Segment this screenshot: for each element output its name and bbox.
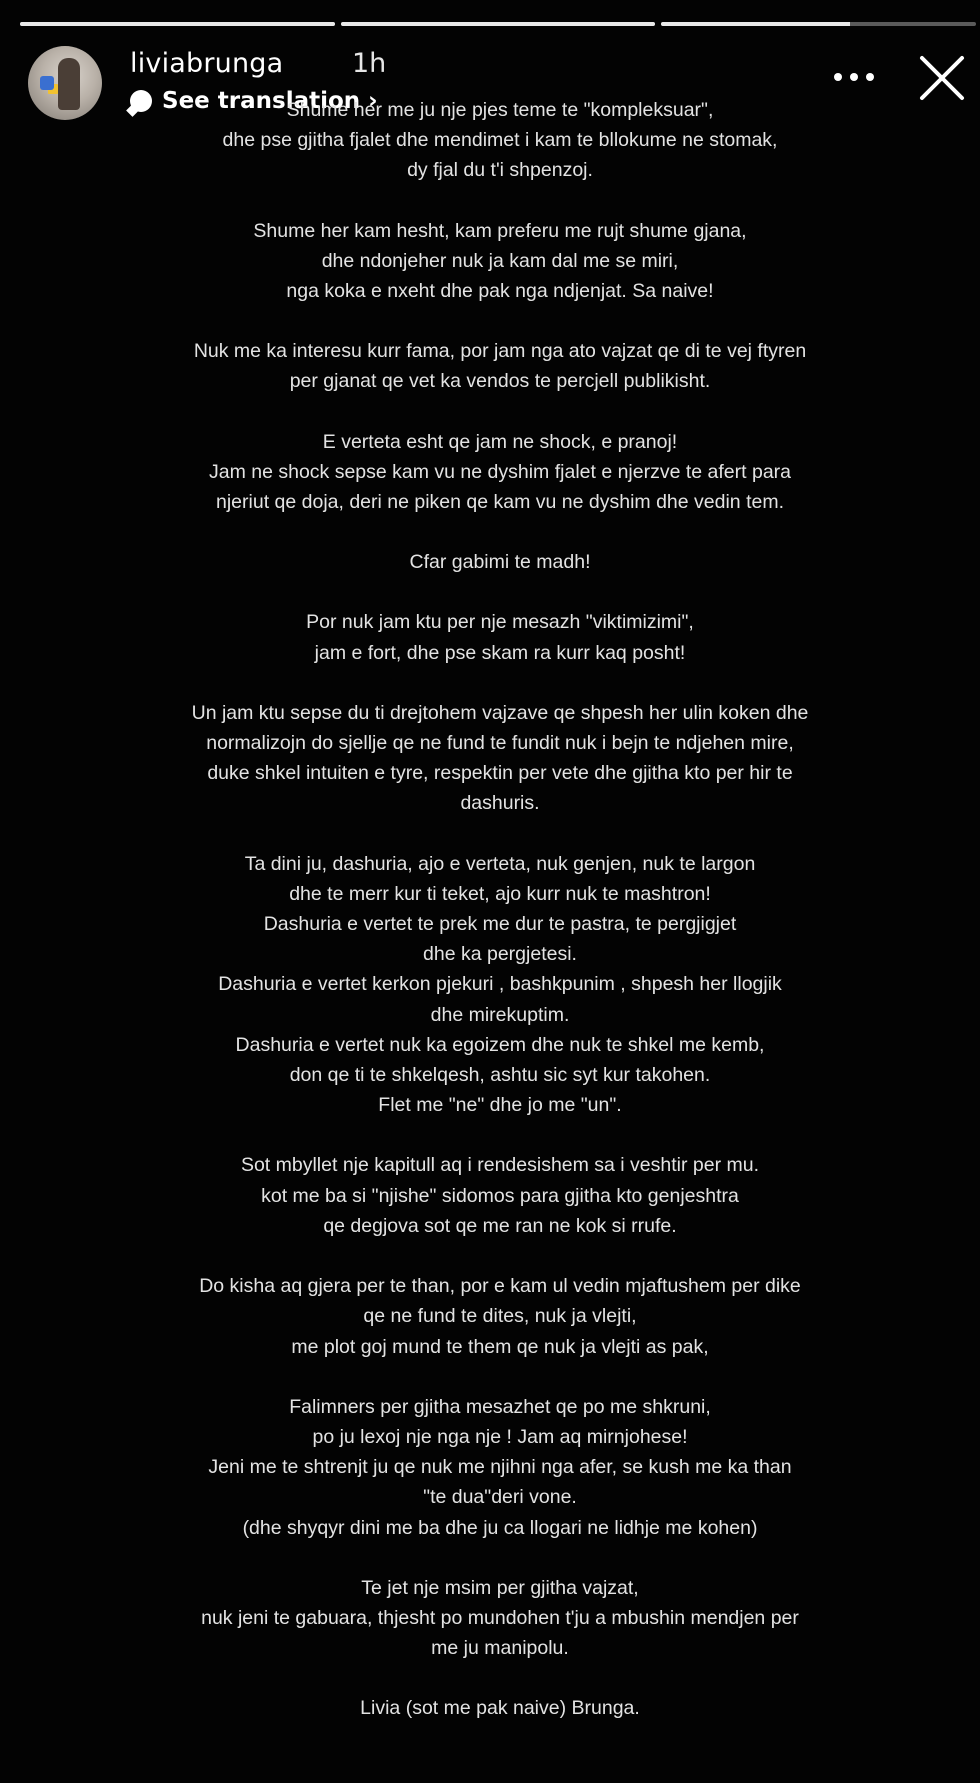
story-line: Dashuria e vertet nuk ka egoizem dhe nuk te shkel me kemb,: [235, 1033, 765, 1056]
story-line: Un jam ktu sepse du ti drejtohem vajzave qe shpesh her ulin koken dhe: [191, 701, 809, 724]
story-line: me ju manipolu.: [431, 1637, 569, 1660]
dot: [850, 73, 858, 81]
story-line: dy fjal du t'i shpenzoj.: [407, 159, 593, 182]
dot: [834, 73, 842, 81]
story-paragraph: [60, 95, 940, 186]
story-line: Dashuria e vertet kerkon pjekuri , bashkpunim , shpesh her llogjik: [218, 973, 782, 996]
story-line: don qe ti te shkelqesh, ashtu sic syt kur takohen.: [289, 1064, 711, 1087]
post-time: 1h: [352, 48, 387, 79]
story-line: me plot goj mund te them qe nuk ja vlejti as pak,: [291, 1335, 709, 1358]
story-paragraph: [60, 1573, 940, 1664]
story-line: qe degjova sot qe me ran ne kok si rrufe.: [323, 1214, 677, 1237]
story-line: "te dua"deri vone.: [423, 1486, 577, 1509]
story-line: Shume her me ju nje pjes teme te "kompleksuar",: [286, 99, 714, 121]
story-paragraph: [60, 547, 940, 577]
story-line: kot me ba si "njishe" sidomos para gjitha kto genjeshtra: [261, 1184, 739, 1207]
story-line: Flet me "ne" dhe jo me "un".: [378, 1094, 622, 1117]
progress-fill: [341, 22, 656, 26]
story-line: nga koka e nxeht dhe pak nga ndjenjat. Sa naive!: [286, 280, 714, 303]
progress-segment: [20, 22, 335, 26]
story-line: dashuris.: [460, 792, 540, 815]
dot: [866, 73, 874, 81]
story-paragraph: [60, 427, 940, 518]
story-line: qe ne fund te dites, nuk ja vlejti,: [363, 1305, 637, 1328]
story-paragraph: [60, 1693, 940, 1723]
story-line: Shume her kam hesht, kam preferu me rujt shume gjana,: [253, 219, 747, 242]
story-line: (dhe shyqyr dini me ba dhe ju ca llogari ne lidhje me kohen): [242, 1516, 758, 1539]
username[interactable]: liviabrunga: [130, 48, 284, 79]
story-line: nuk jeni te gabuara, thjesht po mundohen t'ju a mbushin mendjen per: [201, 1606, 799, 1629]
progress-fill: [20, 22, 335, 26]
story-line: Te jet nje msim per gjitha vajzat,: [361, 1576, 639, 1599]
more-options-icon[interactable]: [834, 72, 874, 82]
story-line: Ta dini ju, dashuria, ajo e verteta, nuk genjen, nuk te largon: [244, 852, 756, 875]
story-paragraph: [60, 336, 940, 396]
story-line: Cfar gabimi te madh!: [409, 551, 591, 574]
story-line: duke shkel intuiten e tyre, respektin per vete dhe gjitha kto per hir te: [207, 762, 793, 785]
story-paragraph: [60, 849, 940, 1121]
story-line: po ju lexoj nje nga nje ! Jam aq mirnjohese!: [312, 1425, 688, 1448]
see-translation-label: See translation ›: [162, 88, 378, 114]
story-line: Livia (sot me pak naive) Brunga.: [360, 1697, 640, 1720]
story-line: Dashuria e vertet te prek me dur te pastra, te pergjigjet: [263, 913, 737, 936]
story-line: dhe ka pergjetesi.: [423, 943, 577, 966]
story-progress-bar: [20, 22, 976, 27]
story-line: dhe mirekuptim.: [430, 1003, 570, 1026]
story-paragraph: [60, 1271, 940, 1362]
story-line: jam e fort, dhe pse skam ra kurr kaq posht!: [314, 641, 686, 664]
progress-segment: [661, 22, 976, 26]
story-line: Por nuk jam ktu per nje mesazh "viktimizimi",: [306, 611, 694, 634]
story-line: normalizojn do sjellje qe ne fund te fundit nuk i bejn te ndjehen mire,: [206, 732, 794, 755]
progress-segment: [341, 22, 656, 26]
avatar-flag: [40, 76, 54, 90]
story-paragraph: [60, 698, 940, 819]
story-line: dhe pse gjitha fjalet dhe mendimet i kam te bllokume ne stomak,: [222, 129, 778, 152]
story-line: dhe te merr kur ti teket, ajo kurr nuk te mashtron!: [289, 882, 711, 905]
progress-fill: [661, 22, 850, 26]
story-text-content: [60, 95, 940, 1754]
story-line: Do kisha aq gjera per te than, por e kam ul vedin mjaftushem per dike: [199, 1275, 801, 1298]
story-line: per gjanat qe vet ka vendos te percjell publikisht.: [289, 370, 711, 393]
story-line: Jam ne shock sepse kam vu ne dyshim fjalet e njerzve te afert para: [208, 460, 792, 483]
story-line: dhe ndonjeher nuk ja kam dal me se miri,: [321, 249, 679, 272]
story-line: Sot mbyllet nje kapitull aq i rendesishem sa i veshtir per mu.: [240, 1154, 760, 1177]
story-line: Jeni me te shtrenjt ju qe nuk me njihni nga afer, se kush me ka than: [208, 1456, 792, 1479]
story-line: Falimners per gjitha mesazhet qe po me shkruni,: [289, 1395, 711, 1418]
story-paragraph: [60, 607, 940, 667]
story-line: njeriut qe doja, deri ne piken qe kam vu ne dyshim dhe vedin tem.: [216, 491, 784, 514]
story-paragraph: [60, 216, 940, 307]
story-paragraph: [60, 1150, 940, 1241]
story-line: E verteta esht qe jam ne shock, e pranoj!: [322, 430, 678, 453]
story-paragraph: [60, 1392, 940, 1543]
story-line: Nuk me ka interesu kurr fama, por jam nga ato vajzat qe di te vej ftyren: [193, 340, 807, 363]
